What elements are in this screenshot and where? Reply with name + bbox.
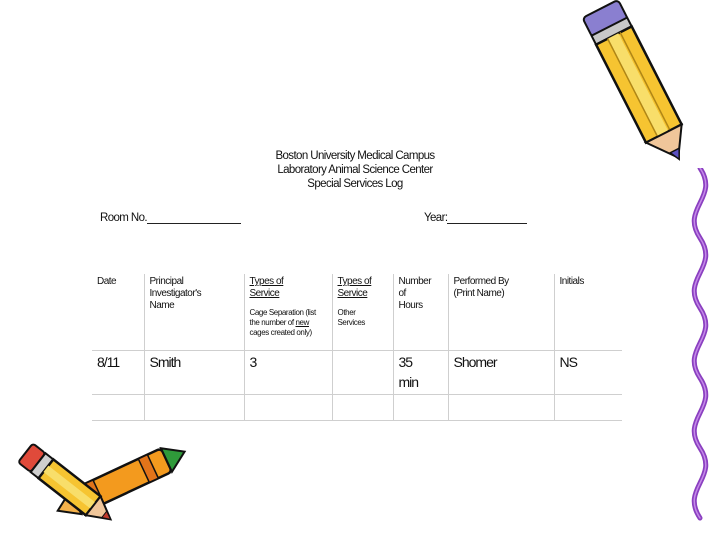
room-field xyxy=(100,212,241,224)
year-label: Year: xyxy=(424,212,448,224)
log-header xyxy=(0,149,710,191)
cell-date[interactable] xyxy=(92,394,144,420)
cell-cage-separation[interactable]: 3 xyxy=(244,350,332,394)
center-name: Laboratory Animal Science Center xyxy=(277,164,433,176)
cell-date[interactable]: 8/11 xyxy=(92,350,144,394)
cell-initials[interactable]: NS xyxy=(554,350,622,394)
col-principal-investigator: Principal Investigator's Name xyxy=(144,274,244,350)
curly-border-icon xyxy=(680,168,720,528)
cell-other-services[interactable] xyxy=(332,394,393,420)
table-header-row xyxy=(92,274,622,350)
col-performed-by: Performed By (Print Name) xyxy=(448,274,554,350)
col-hours: Number of Hours xyxy=(393,274,448,350)
year-blank[interactable] xyxy=(447,212,527,224)
col-initials: Initials xyxy=(554,274,622,350)
cell-initials[interactable] xyxy=(554,394,622,420)
cell-other-services[interactable] xyxy=(332,350,393,394)
cell-hours[interactable]: 35 min xyxy=(393,350,448,394)
institution-name: Boston University Medical Campus xyxy=(275,150,435,162)
table-row xyxy=(92,350,622,394)
cell-pi[interactable] xyxy=(144,394,244,420)
service-log-table xyxy=(92,274,622,421)
year-field xyxy=(424,212,527,224)
table-row xyxy=(92,394,622,420)
room-blank[interactable] xyxy=(147,212,241,224)
room-label: Room No. xyxy=(100,212,147,224)
cell-performed-by[interactable] xyxy=(448,394,554,420)
cell-hours[interactable] xyxy=(393,394,448,420)
cell-cage-separation[interactable] xyxy=(244,394,332,420)
pencil-icon xyxy=(0,430,130,540)
cell-performed-by[interactable]: Shomer xyxy=(448,350,554,394)
col-date: Date xyxy=(92,274,144,350)
cell-pi[interactable]: Smith xyxy=(144,350,244,394)
log-title: Special Services Log xyxy=(307,178,403,190)
col-cage-separation: Types of Service Cage Separation (list the number of new cages created only) xyxy=(244,274,332,350)
col-other-services: Types of Service Other Services xyxy=(332,274,393,350)
